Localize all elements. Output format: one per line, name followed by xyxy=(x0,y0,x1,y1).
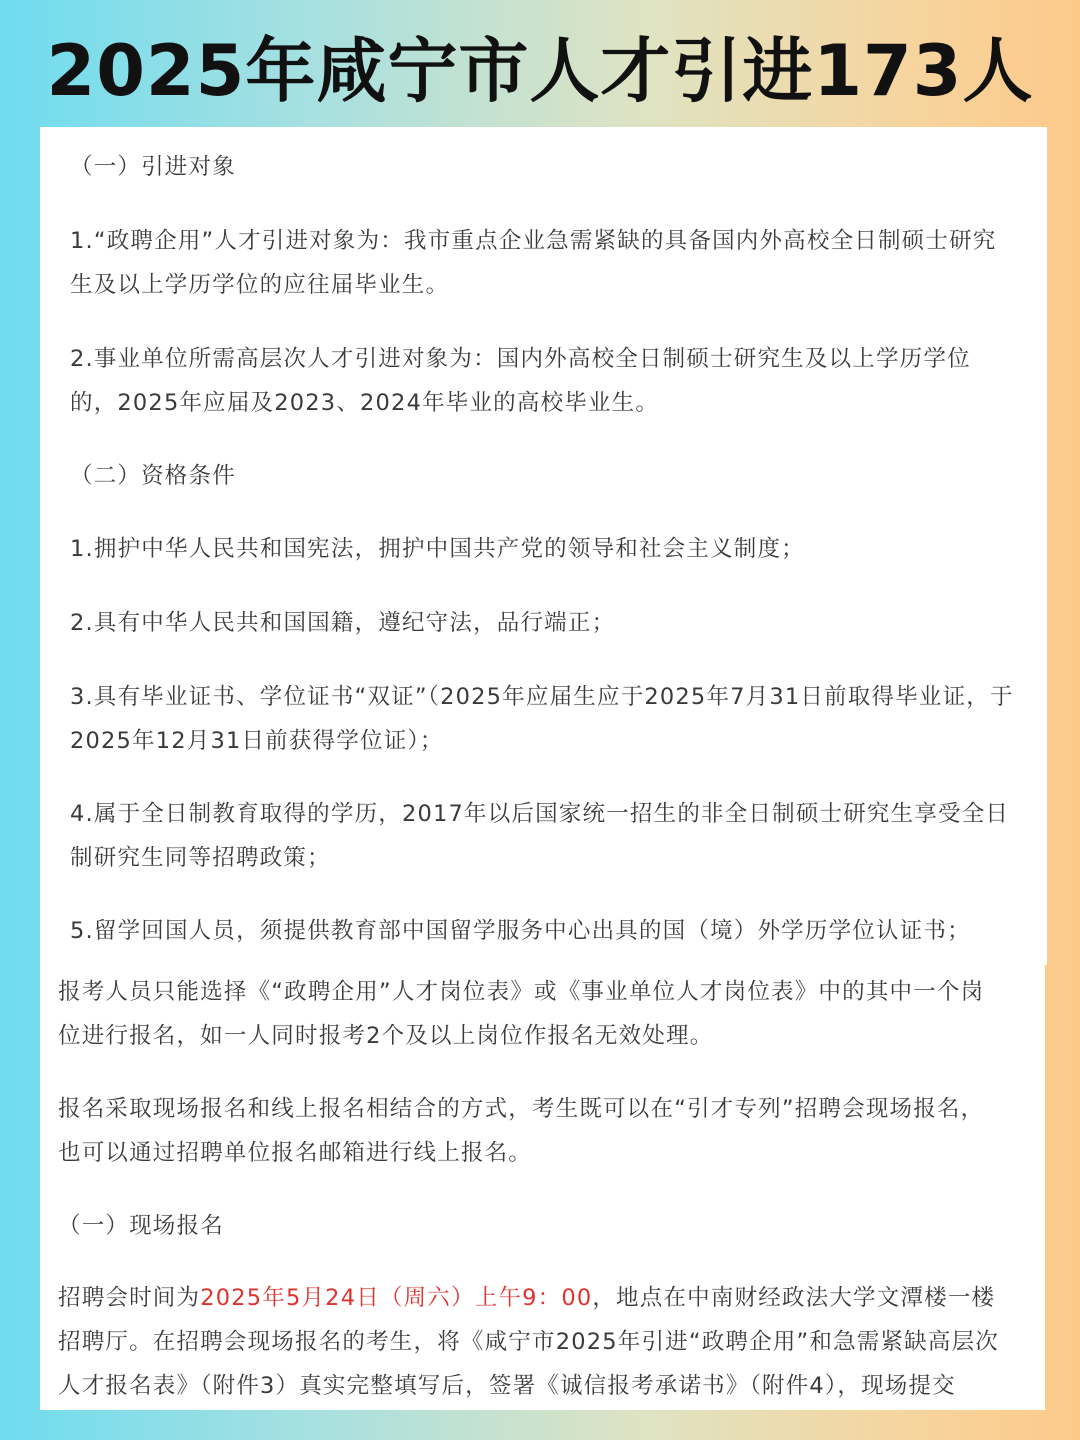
job-fair-prefix: 招聘会时间为 xyxy=(58,1285,201,1311)
target-item-2-line-2: 的，2025年应届及2023、2024年毕业的高校毕业生。 xyxy=(70,390,660,416)
qualification-item-1: 1.拥护中华人民共和国宪法，拥护中国共产党的领导和社会主义制度； xyxy=(70,536,805,562)
qualification-item-5: 5.留学回国人员，须提供教育部中国留学服务中心出具的国（境）外学历学位认证书； xyxy=(70,918,971,944)
registration-rule-line-1: 报考人员只能选择《“政聘企用”人才岗位表》或《事业单位人才岗位表》中的其中一个岗 xyxy=(58,979,985,1005)
qualification-item-3-line-1: 3.具有毕业证书、学位证书“双证”（2025年应届生应于2025年7月31日前取得毕业证，于 xyxy=(70,684,1014,710)
page-title: 2025年咸宁市人才引进173人 xyxy=(46,30,1034,112)
registration-method-line-2: 也可以通过招聘单位报名邮箱进行线上报名。 xyxy=(58,1140,533,1166)
job-fair-line-1 xyxy=(58,1276,995,1320)
qualification-item-3-line-2: 2025年12月31日前获得学位证）； xyxy=(70,728,444,754)
registration-rule-line-2: 位进行报名，如一人同时报考2个及以上岗位作报名无效处理。 xyxy=(58,1023,714,1049)
target-item-1-line-1: 1.“政聘企用”人才引进对象为：我市重点企业急需紧缺的具备国内外高校全日制硕士研究 xyxy=(70,228,997,254)
section-heading-targets: （一）引进对象 xyxy=(70,154,236,180)
target-item-2-line-1: 2.事业单位所需高层次人才引进对象为：国内外高校全日制硕士研究生及以上学历学位 xyxy=(70,346,971,372)
section-heading-qualifications: （二）资格条件 xyxy=(70,463,236,489)
content-card-top xyxy=(40,127,1047,965)
registration-method-line-1: 报名采取现场报名和线上报名相结合的方式，考生既可以在“引才专列”招聘会现场报名， xyxy=(58,1096,985,1122)
job-fair-line-3: 人才报名表》（附件3）真实完整填写后，签署《诚信报考承诺书》（附件4），现场提交 xyxy=(58,1373,956,1399)
job-fair-location: ，地点在中南财经政法大学文潭楼一楼 xyxy=(592,1285,996,1311)
qualification-item-4-line-2: 制研究生同等招聘政策； xyxy=(70,845,331,871)
job-fair-line-2: 招聘厅。在招聘会现场报名的考生，将《咸宁市2025年引进“政聘企用”和急需紧缺高层次 xyxy=(58,1329,999,1355)
qualification-item-2: 2.具有中华人民共和国国籍，遵纪守法，品行端正； xyxy=(70,610,616,636)
content-card-bottom xyxy=(40,962,1045,1410)
section-heading-onsite: （一）现场报名 xyxy=(58,1213,224,1239)
qualification-item-4-line-1: 4.属于全日制教育取得的学历，2017年以后国家统一招生的非全日制硕士研究生享受全日 xyxy=(70,801,1010,827)
job-fair-datetime: 2025年5月24日（周六）上午9：00 xyxy=(200,1285,593,1311)
target-item-1-line-2: 生及以上学历学位的应往届毕业生。 xyxy=(70,272,450,298)
